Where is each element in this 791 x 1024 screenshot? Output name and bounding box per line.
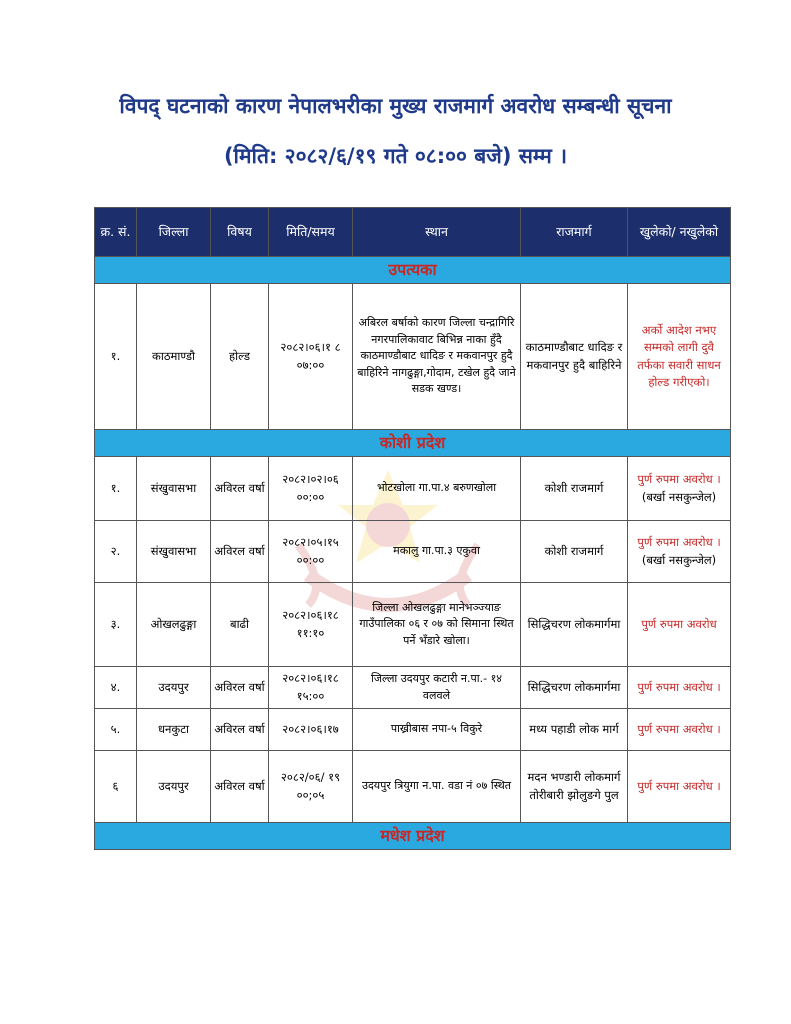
cell-status: पुर्ण रुपमा अवरोध <box>628 583 731 667</box>
cell-status <box>628 521 731 583</box>
cell-subject: अविरल वर्षा <box>211 709 269 751</box>
cell-highway: कोशी राजमार्ग <box>521 457 628 521</box>
section-title: मधेश प्रदेश <box>95 823 731 850</box>
table-row <box>95 583 731 667</box>
cell-status <box>628 457 731 521</box>
cell-highway: मध्य पहाडी लोक मार्ग <box>521 709 628 751</box>
cell-datetime: २०८२।०६।१८ ११:१० <box>269 583 353 667</box>
cell-sn: ६ <box>95 751 137 823</box>
notice-date-line: (मिति: २०८२/६/१९ गते ०८:०० बजे) सम्म । <box>223 144 568 168</box>
cell-subject: होल्ड <box>211 284 269 430</box>
cell-subject: अविरल वर्षा <box>211 751 269 823</box>
cell-datetime: २०८२।०६।१८ १५:०० <box>269 667 353 709</box>
status-note: (बर्खा नसकुन्जेल) <box>641 552 717 567</box>
cell-location: भोटखोला गा.पा.४ बरुणखोला <box>353 457 521 521</box>
status-text: पुर्ण रुपमा अवरोध । <box>637 535 721 550</box>
cell-district: ओखलढुङ्गा <box>137 583 211 667</box>
cell-district: संखुवासभा <box>137 521 211 583</box>
section-title: उपत्यका <box>95 257 731 284</box>
table-header <box>95 208 731 257</box>
status-text: पुर्ण रुपमा अवरोध । <box>637 472 721 487</box>
cell-status: पुर्ण रुपमा अवरोध । <box>628 751 731 823</box>
cell-subject: अविरल वर्षा <box>211 667 269 709</box>
col-header-highway: राजमार्ग <box>521 208 628 257</box>
cell-subject: बाढी <box>211 583 269 667</box>
table-row <box>95 457 731 521</box>
cell-sn: १. <box>95 457 137 521</box>
table-row <box>95 709 731 751</box>
cell-datetime: २०८२।०६।१७ <box>269 709 353 751</box>
cell-location: पाख्रीबास नपा-५ विकुरे <box>353 709 521 751</box>
cell-datetime: २०८२।०६।१ ८ ०७:०० <box>269 284 353 430</box>
cell-subject: अविरल वर्षा <box>211 457 269 521</box>
cell-status: पुर्ण रुपमा अवरोध । <box>628 709 731 751</box>
section-row-valley <box>95 257 731 284</box>
cell-location: उदयपुर त्रियुगा न.पा. वडा नं ०७ स्थित <box>353 751 521 823</box>
cell-location: मकालु गा.पा.३ एकुवा <box>353 521 521 583</box>
col-header-location: स्थान <box>353 208 521 257</box>
cell-status: अर्को आदेश नभए सम्मको लागी दुवै तर्फका सवारी साधन होल्ड गरीएको। <box>628 284 731 430</box>
cell-status: पुर्ण रुपमा अवरोध । <box>628 667 731 709</box>
cell-subject: अविरल वर्षा <box>211 521 269 583</box>
section-row-madhesh <box>95 823 731 850</box>
section-row-koshi <box>95 430 731 457</box>
col-header-subject: विषय <box>211 208 269 257</box>
cell-sn: ४. <box>95 667 137 709</box>
cell-district: संखुवासभा <box>137 457 211 521</box>
cell-datetime: २०८२/०६/ १९ ००;०५ <box>269 751 353 823</box>
cell-location: अबिरल बर्षाको कारण जिल्ला चन्द्रागिरि नगरपालिकावाट बिभिन्न नाका हुँदै काठमाण्डौबाट धादिङ र मकवानपुर हुदै बाहिरिने नागढुङ्गा,गोदाम, टखेल हुदै जाने सडक खण्ड। <box>353 284 521 430</box>
col-header-district: जिल्ला <box>137 208 211 257</box>
cell-sn: १. <box>95 284 137 430</box>
table-row <box>95 667 731 709</box>
cell-datetime: २०८२।०५।१५ ००:०० <box>269 521 353 583</box>
cell-sn: ५. <box>95 709 137 751</box>
cell-sn: ३. <box>95 583 137 667</box>
cell-district: धनकुटा <box>137 709 211 751</box>
cell-highway: सिद्धिचरण लोकमार्गमा <box>521 583 628 667</box>
cell-highway: काठमाण्डौबाट धादिङ र मकवानपुर हुदै बाहिरिने <box>521 284 628 430</box>
table-row <box>95 284 731 430</box>
col-header-datetime: मिति/समय <box>269 208 353 257</box>
table-row <box>95 751 731 823</box>
cell-highway: मदन भण्डारी लोकमार्ग तोरीबारी झोलुङगे पुल <box>521 751 628 823</box>
col-header-sn: क्र. सं. <box>95 208 137 257</box>
cell-location: जिल्ला ओखलढुङ्गा मानेभञ्ज्याङ गाउँपालिका ०६ र ०७ को सिमाना स्थित पर्ने भँडारे खोला। <box>353 583 521 667</box>
cell-district: काठमाण्डौ <box>137 284 211 430</box>
section-title: कोशी प्रदेश <box>95 430 731 457</box>
notice-title: विपद् घटनाको कारण नेपालभरीका मुख्य राजमार्ग अवरोध सम्बन्धी सूचना <box>119 94 672 118</box>
cell-datetime: २०८२।०२।०६ ००:०० <box>269 457 353 521</box>
status-note: (बर्खा नसकुन्जेल) <box>641 489 717 504</box>
table-row <box>95 521 731 583</box>
col-header-status: खुलेको/ नखुलेको <box>628 208 731 257</box>
cell-highway: सिद्धिचरण लोकमार्गमा <box>521 667 628 709</box>
cell-location: जिल्ला उदयपुर कटारी न.पा.- १४ वलवले <box>353 667 521 709</box>
cell-district: उदयपुर <box>137 667 211 709</box>
highway-obstruction-table <box>94 207 731 850</box>
cell-sn: २. <box>95 521 137 583</box>
cell-district: उदयपुर <box>137 751 211 823</box>
cell-highway: कोशी राजमार्ग <box>521 521 628 583</box>
